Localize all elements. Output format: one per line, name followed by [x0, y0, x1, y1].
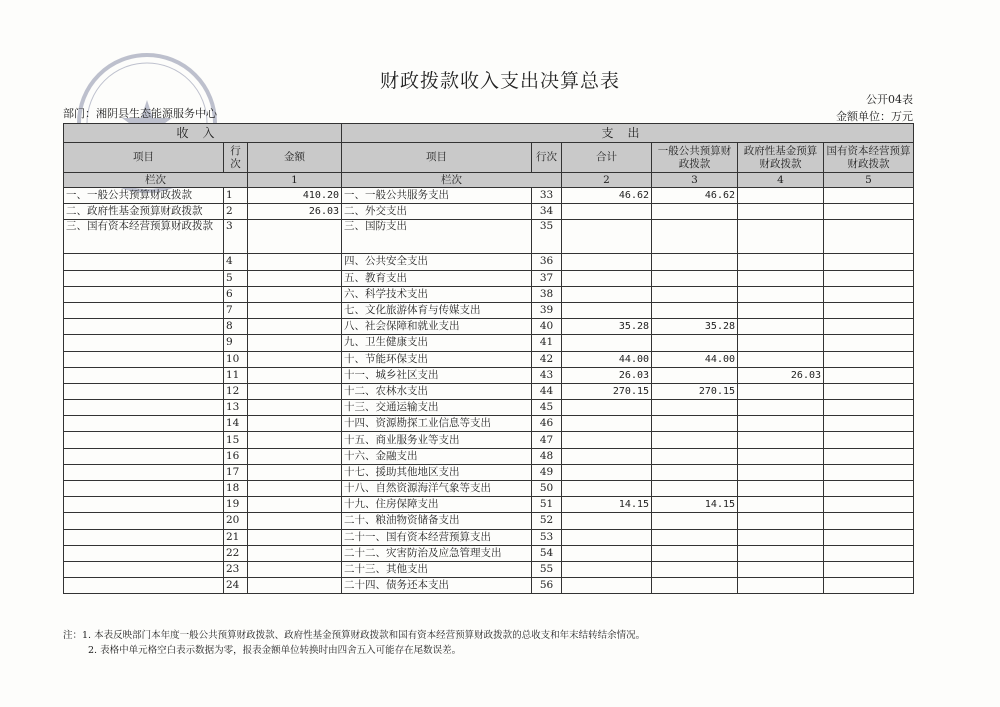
expense-row-no: 34 [532, 204, 562, 220]
income-row-no: 2 [224, 204, 248, 220]
note-2: 2. 表格中单元格空白表示数据为零，报表金额单位转换时由四舍五入可能存在尾数误差。 [88, 645, 462, 656]
income-amount [248, 416, 342, 432]
income-item [64, 464, 224, 480]
income-amount [248, 400, 342, 416]
state-capital-amount [824, 319, 914, 335]
table-row [64, 481, 914, 497]
expense-item: 十六、金融支出 [342, 448, 532, 464]
income-item [64, 351, 224, 367]
income-row-no: 10 [224, 351, 248, 367]
general-budget-amount [652, 578, 738, 594]
table-row [64, 529, 914, 545]
income-row-no: 6 [224, 286, 248, 302]
state-capital-amount [824, 351, 914, 367]
income-item [64, 270, 224, 286]
col-3: 3 [652, 173, 738, 188]
total-amount: 14.15 [562, 497, 652, 513]
income-amount [248, 481, 342, 497]
income-item [64, 335, 224, 351]
general-budget-amount [652, 400, 738, 416]
gov-fund-amount [738, 578, 824, 594]
gov-fund-amount [738, 254, 824, 270]
table-row [64, 513, 914, 529]
gov-fund-amount [738, 561, 824, 577]
income-item [64, 367, 224, 383]
income-amount [248, 432, 342, 448]
table-row [64, 254, 914, 270]
expense-row-no: 51 [532, 497, 562, 513]
state-capital-amount [824, 448, 914, 464]
general-budget-amount [652, 367, 738, 383]
expense-item-header: 项目 [342, 143, 532, 173]
income-amount: 26.03 [248, 204, 342, 220]
state-capital-amount [824, 400, 914, 416]
total-amount: 270.15 [562, 383, 652, 399]
expense-item: 二十三、其他支出 [342, 561, 532, 577]
income-amount-header: 金额 [248, 143, 342, 173]
income-item [64, 254, 224, 270]
general-budget-amount [652, 254, 738, 270]
income-item [64, 513, 224, 529]
income-item [64, 416, 224, 432]
expense-row-no: 50 [532, 481, 562, 497]
gov-fund-amount [738, 270, 824, 286]
income-item [64, 481, 224, 497]
state-capital-amount [824, 545, 914, 561]
table-row [64, 351, 914, 367]
income-amount [248, 351, 342, 367]
general-budget-amount [652, 302, 738, 318]
gov-fund-amount [738, 400, 824, 416]
expense-row-no: 35 [532, 220, 562, 254]
gov-fund-amount [738, 481, 824, 497]
budget-table [63, 123, 914, 594]
income-item [64, 448, 224, 464]
income-item: 二、政府性基金预算财政拨款 [64, 204, 224, 220]
income-amount [248, 561, 342, 577]
state-capital-amount [824, 270, 914, 286]
table-row [64, 416, 914, 432]
table-row [64, 545, 914, 561]
gov-fund-amount [738, 497, 824, 513]
income-item [64, 529, 224, 545]
income-row-no: 5 [224, 270, 248, 286]
total-header: 合计 [562, 143, 652, 173]
income-amount [248, 578, 342, 594]
general-budget-amount [652, 481, 738, 497]
income-item [64, 432, 224, 448]
table-row [64, 319, 914, 335]
state-capital-header: 国有资本经营预算财政拨款 [824, 143, 914, 173]
income-item: 三、国有资本经营预算财政拨款 [64, 220, 224, 254]
expense-row-no: 41 [532, 335, 562, 351]
gov-fund-amount [738, 286, 824, 302]
state-capital-amount [824, 416, 914, 432]
total-amount: 46.62 [562, 188, 652, 204]
expense-column-label: 栏次 [342, 173, 562, 188]
expense-item: 十二、农林水支出 [342, 383, 532, 399]
expense-item: 二十、粮油物资储备支出 [342, 513, 532, 529]
expense-row-no: 42 [532, 351, 562, 367]
expense-row-no: 36 [532, 254, 562, 270]
total-amount [562, 335, 652, 351]
state-capital-amount [824, 561, 914, 577]
expense-row-no: 48 [532, 448, 562, 464]
expense-item: 十、节能环保支出 [342, 351, 532, 367]
income-item [64, 286, 224, 302]
total-amount [562, 529, 652, 545]
expense-item: 十九、住房保障支出 [342, 497, 532, 513]
column-number-row [64, 173, 914, 188]
total-amount [562, 481, 652, 497]
gov-fund-amount [738, 529, 824, 545]
total-amount [562, 302, 652, 318]
general-budget-amount [652, 464, 738, 480]
total-amount [562, 254, 652, 270]
table-row [64, 286, 914, 302]
header-row-2 [64, 143, 914, 173]
col-1: 1 [248, 173, 342, 188]
gov-fund-amount [738, 335, 824, 351]
table-row [64, 383, 914, 399]
state-capital-amount [824, 367, 914, 383]
income-item: 一、一般公共预算财政拨款 [64, 188, 224, 204]
total-amount [562, 400, 652, 416]
expense-row-no: 54 [532, 545, 562, 561]
page-title: 财政拨款收入支出决算总表 [379, 70, 620, 92]
unit-label: 金额单位：万元 [836, 110, 913, 123]
gov-fund-amount [738, 448, 824, 464]
income-row-no: 14 [224, 416, 248, 432]
table-row [64, 188, 914, 204]
expense-item: 十八、自然资源海洋气象等支出 [342, 481, 532, 497]
state-capital-amount [824, 464, 914, 480]
income-amount: 410.20 [248, 188, 342, 204]
expense-item: 九、卫生健康支出 [342, 335, 532, 351]
gov-fund-amount [738, 513, 824, 529]
general-budget-amount [652, 416, 738, 432]
expense-row-no: 38 [532, 286, 562, 302]
income-row-no: 24 [224, 578, 248, 594]
income-amount [248, 513, 342, 529]
general-budget-amount [652, 448, 738, 464]
general-budget-amount [652, 335, 738, 351]
state-capital-amount [824, 188, 914, 204]
income-item [64, 561, 224, 577]
gov-fund-header: 政府性基金预算财政拨款 [738, 143, 824, 173]
expense-item: 七、文化旅游体育与传媒支出 [342, 302, 532, 318]
expense-item: 十五、商业服务业等支出 [342, 432, 532, 448]
state-capital-amount [824, 254, 914, 270]
state-capital-amount [824, 513, 914, 529]
table-row [64, 497, 914, 513]
gov-fund-amount [738, 383, 824, 399]
total-amount [562, 204, 652, 220]
expense-row-no: 53 [532, 529, 562, 545]
general-budget-amount: 270.15 [652, 383, 738, 399]
total-amount [562, 513, 652, 529]
note-1: 注：1. 本表反映部门本年度一般公共预算财政拨款、政府性基金预算财政拨款和国有资本经营预算财政拨款的总收支和年末结转结余情况。 [63, 630, 646, 641]
table-row [64, 432, 914, 448]
expense-row-no: 47 [532, 432, 562, 448]
income-amount [248, 545, 342, 561]
expense-item: 五、教育支出 [342, 270, 532, 286]
expense-header: 支出 [342, 124, 914, 143]
expense-row-no: 49 [532, 464, 562, 480]
total-amount [562, 416, 652, 432]
income-row-no: 11 [224, 367, 248, 383]
income-row-no: 20 [224, 513, 248, 529]
total-amount [562, 432, 652, 448]
expense-item: 一、一般公共服务支出 [342, 188, 532, 204]
income-amount [248, 367, 342, 383]
general-budget-amount [652, 561, 738, 577]
expense-row-no: 43 [532, 367, 562, 383]
expense-item: 二、外交支出 [342, 204, 532, 220]
total-amount [562, 545, 652, 561]
total-amount: 44.00 [562, 351, 652, 367]
income-row-no: 16 [224, 448, 248, 464]
table-row [64, 578, 914, 594]
expense-row-no: 52 [532, 513, 562, 529]
income-amount [248, 464, 342, 480]
general-budget-amount: 14.15 [652, 497, 738, 513]
table-row [64, 367, 914, 383]
income-row-no: 18 [224, 481, 248, 497]
expense-row-no: 55 [532, 561, 562, 577]
income-row-no: 1 [224, 188, 248, 204]
state-capital-amount [824, 383, 914, 399]
table-row [64, 464, 914, 480]
general-budget-amount [652, 204, 738, 220]
expense-item: 三、国防支出 [342, 220, 532, 254]
income-row-no: 9 [224, 335, 248, 351]
department-label: 部门：湘阴县生态能源服务中心 [63, 107, 217, 120]
general-budget-amount [652, 432, 738, 448]
income-row-no: 15 [224, 432, 248, 448]
total-amount: 35.28 [562, 319, 652, 335]
expense-rowno-header: 行次 [532, 143, 562, 173]
income-row-no: 22 [224, 545, 248, 561]
income-row-no: 17 [224, 464, 248, 480]
table-row [64, 400, 914, 416]
income-amount [248, 220, 342, 254]
state-capital-amount [824, 286, 914, 302]
total-amount [562, 464, 652, 480]
expense-row-no: 40 [532, 319, 562, 335]
expense-row-no: 45 [532, 400, 562, 416]
state-capital-amount [824, 529, 914, 545]
general-budget-amount [652, 220, 738, 254]
expense-item: 二十二、灾害防治及应急管理支出 [342, 545, 532, 561]
col-2: 2 [562, 173, 652, 188]
income-row-no: 3 [224, 220, 248, 254]
income-item-header: 项目 [64, 143, 224, 173]
expense-item: 十四、资源勘探工业信息等支出 [342, 416, 532, 432]
income-item [64, 497, 224, 513]
income-amount [248, 254, 342, 270]
total-amount [562, 578, 652, 594]
table-row [64, 204, 914, 220]
total-amount [562, 286, 652, 302]
income-amount [248, 383, 342, 399]
total-amount [562, 448, 652, 464]
expense-item: 十七、援助其他地区支出 [342, 464, 532, 480]
income-item [64, 302, 224, 318]
income-header: 收入 [64, 124, 342, 143]
income-amount [248, 319, 342, 335]
general-budget-amount [652, 513, 738, 529]
col-5: 5 [824, 173, 914, 188]
gov-fund-amount [738, 204, 824, 220]
general-budget-amount [652, 545, 738, 561]
income-row-no: 4 [224, 254, 248, 270]
state-capital-amount [824, 432, 914, 448]
table-row [64, 302, 914, 318]
gov-fund-amount [738, 416, 824, 432]
expense-row-no: 46 [532, 416, 562, 432]
header-row-1 [64, 124, 914, 143]
state-capital-amount [824, 302, 914, 318]
table-row [64, 561, 914, 577]
income-item [64, 400, 224, 416]
state-capital-amount [824, 335, 914, 351]
table-row [64, 220, 914, 254]
total-amount [562, 220, 652, 254]
gov-fund-amount [738, 545, 824, 561]
general-budget-amount [652, 529, 738, 545]
expense-row-no: 56 [532, 578, 562, 594]
income-amount [248, 335, 342, 351]
income-item [64, 319, 224, 335]
expense-item: 二十四、债务还本支出 [342, 578, 532, 594]
state-capital-amount [824, 578, 914, 594]
table-row [64, 335, 914, 351]
income-row-no: 12 [224, 383, 248, 399]
table-row [64, 448, 914, 464]
total-amount: 26.03 [562, 367, 652, 383]
income-item [64, 383, 224, 399]
state-capital-amount [824, 481, 914, 497]
gov-fund-amount [738, 464, 824, 480]
income-row-no: 19 [224, 497, 248, 513]
state-capital-amount [824, 204, 914, 220]
expense-item: 十一、城乡社区支出 [342, 367, 532, 383]
expense-row-no: 44 [532, 383, 562, 399]
income-row-no: 7 [224, 302, 248, 318]
general-budget-amount [652, 286, 738, 302]
gov-fund-amount [738, 432, 824, 448]
income-item [64, 545, 224, 561]
total-amount [562, 561, 652, 577]
income-column-label: 栏次 [64, 173, 248, 188]
income-row-no: 21 [224, 529, 248, 545]
gov-fund-amount: 26.03 [738, 367, 824, 383]
expense-row-no: 37 [532, 270, 562, 286]
expense-item: 八、社会保障和就业支出 [342, 319, 532, 335]
expense-item: 六、科学技术支出 [342, 286, 532, 302]
general-budget-amount: 35.28 [652, 319, 738, 335]
state-capital-amount [824, 220, 914, 254]
income-row-no: 23 [224, 561, 248, 577]
expense-item: 十三、交通运输支出 [342, 400, 532, 416]
income-item [64, 578, 224, 594]
total-amount [562, 270, 652, 286]
income-rowno-header: 行次 [224, 143, 248, 173]
gov-fund-amount [738, 188, 824, 204]
general-budget-amount [652, 270, 738, 286]
income-amount [248, 448, 342, 464]
gov-fund-amount [738, 351, 824, 367]
income-row-no: 8 [224, 319, 248, 335]
gov-fund-amount [738, 220, 824, 254]
income-amount [248, 286, 342, 302]
expense-item: 二十一、国有资本经营预算支出 [342, 529, 532, 545]
general-budget-amount: 44.00 [652, 351, 738, 367]
general-budget-amount: 46.62 [652, 188, 738, 204]
gov-fund-amount [738, 302, 824, 318]
expense-item: 四、公共安全支出 [342, 254, 532, 270]
form-number: 公开04表 [866, 93, 913, 106]
income-amount [248, 270, 342, 286]
gov-fund-amount [738, 319, 824, 335]
expense-row-no: 39 [532, 302, 562, 318]
expense-row-no: 33 [532, 188, 562, 204]
income-amount [248, 497, 342, 513]
income-row-no: 13 [224, 400, 248, 416]
income-amount [248, 302, 342, 318]
table-row [64, 270, 914, 286]
state-capital-amount [824, 497, 914, 513]
income-amount [248, 529, 342, 545]
col-4: 4 [738, 173, 824, 188]
general-budget-header: 一般公共预算财政拨款 [652, 143, 738, 173]
